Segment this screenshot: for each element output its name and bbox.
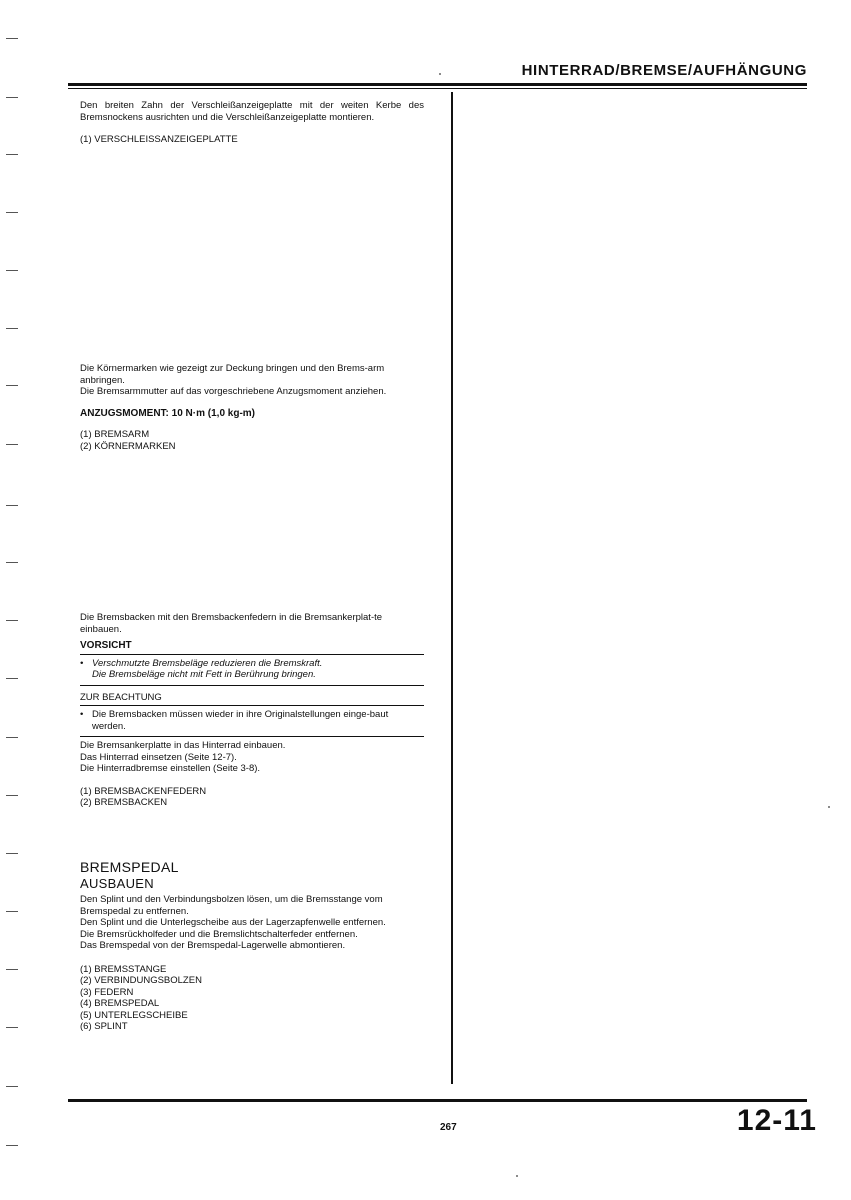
margin-mark <box>6 505 18 506</box>
paragraph: Die Bremsbacken mit den Bremsbackenfedern in die Bremsankerplat-te einbauen. <box>80 612 383 635</box>
page-number: 267 <box>440 1122 457 1133</box>
figure-label: (2) KÖRNERMARKEN <box>80 440 176 452</box>
figure-label: (1) BREMSARM <box>80 429 150 440</box>
margin-mark <box>6 212 18 213</box>
step-line: Das Hinterrad einsetzen (Seite 12-7). <box>80 751 237 763</box>
margin-mark <box>6 911 18 912</box>
figure-label: (5) UNTERLEGSCHEIBE <box>80 1009 188 1021</box>
margin-mark <box>6 562 18 563</box>
paragraph: Den breiten Zahn der Verschleißanzeigeplatte mit der weiten Kerbe des Bremsnockens ausrichten und die Verschleißanzeigeplatte montieren. <box>80 100 424 123</box>
note-line: Die Bremsbacken müssen wieder in ihre Originalstellungen einge-baut werden. <box>92 709 389 732</box>
figure-label: (2) BREMSBACKEN <box>80 797 168 808</box>
torque-spec: ANZUGSMOMENT: 10 N·m (1,0 kg-m) <box>80 407 256 419</box>
section-subheading: AUSBAUEN <box>80 875 154 891</box>
note-title: ZUR BEACHTUNG <box>80 691 162 703</box>
margin-mark <box>6 385 18 386</box>
note-box <box>80 705 424 737</box>
paragraph: Den Splint und den Verbindungsbolzen lösen, um die Bremsstange vom Bremspedal zu entfernen. <box>80 894 383 917</box>
paragraph: Die Körnermarken wie gezeigt zur Deckung bringen und den Brems-arm anbringen. <box>80 363 385 386</box>
figure-label: (3) FEDERN <box>80 986 134 998</box>
margin-mark <box>6 853 18 854</box>
section-brake-pedal <box>80 859 424 1033</box>
margin-mark <box>6 38 18 39</box>
scan-speck <box>516 1175 518 1177</box>
section-heading: BREMSPEDAL <box>80 859 179 875</box>
margin-mark <box>6 969 18 970</box>
caution-item <box>80 658 424 681</box>
bullet-icon: • <box>80 657 84 669</box>
margin-mark <box>6 1027 18 1028</box>
margin-mark <box>6 678 18 679</box>
note-item <box>80 709 424 732</box>
footer-rule <box>68 1099 807 1102</box>
scan-speck <box>828 806 830 808</box>
section-wear-indicator <box>80 100 424 146</box>
caution-title: VORSICHT <box>80 640 132 651</box>
scan-speck <box>439 73 441 75</box>
margin-mark <box>6 154 18 155</box>
paragraph: Die Bremsarmmutter auf das vorgeschriebene Anzugsmoment anziehen. <box>80 386 387 397</box>
margin-mark <box>6 620 18 621</box>
page-header-title: HINTERRAD/BREMSE/AUFHÄNGUNG <box>521 62 807 79</box>
paragraph: Das Bremspedal von der Bremspedal-Lagerwelle abmontieren. <box>80 940 346 951</box>
margin-mark <box>6 328 18 329</box>
paragraph: Die Bremsrückholfeder und die Bremslichtschalterfeder entfernen. <box>80 928 358 940</box>
margin-mark <box>6 1145 18 1146</box>
section-page-number: 12-11 <box>736 1104 817 1137</box>
header-rule-thin <box>68 88 807 89</box>
section-brake-arm <box>80 363 424 452</box>
header-rule <box>68 83 807 86</box>
figure-label: (1) BREMSBACKENFEDERN <box>80 785 207 797</box>
caution-line: Verschmutzte Bremsbeläge reduzieren die Bremskraft. <box>92 657 323 669</box>
figure-label: (4) BREMSPEDAL <box>80 998 160 1009</box>
margin-mark <box>6 97 18 98</box>
column-divider <box>451 92 453 1084</box>
paragraph: Den Splint und die Unterlegscheibe aus der Lagerzapfenwelle entfernen. <box>80 917 386 928</box>
figure-label: (1) VERSCHLEISSANZEIGEPLATTE <box>80 134 238 145</box>
caution-line: Die Bremsbeläge nicht mit Fett in Berührung bringen. <box>92 669 316 680</box>
step-line: Die Hinterradbremse einstellen (Seite 3-8). <box>80 763 261 774</box>
figure-label: (2) VERBINDUNGSBOLZEN <box>80 975 202 986</box>
step-line: Die Bremsankerplatte in das Hinterrad einbauen. <box>80 740 286 751</box>
figure-label: (1) BREMSSTANGE <box>80 963 167 975</box>
bullet-icon: • <box>80 709 84 720</box>
section-brake-shoes <box>80 612 424 809</box>
margin-mark <box>6 1086 18 1087</box>
margin-mark <box>6 444 18 445</box>
margin-mark <box>6 737 18 738</box>
figure-label: (6) SPLINT <box>80 1021 128 1032</box>
margin-mark <box>6 270 18 271</box>
margin-mark <box>6 795 18 796</box>
caution-box <box>80 654 424 686</box>
